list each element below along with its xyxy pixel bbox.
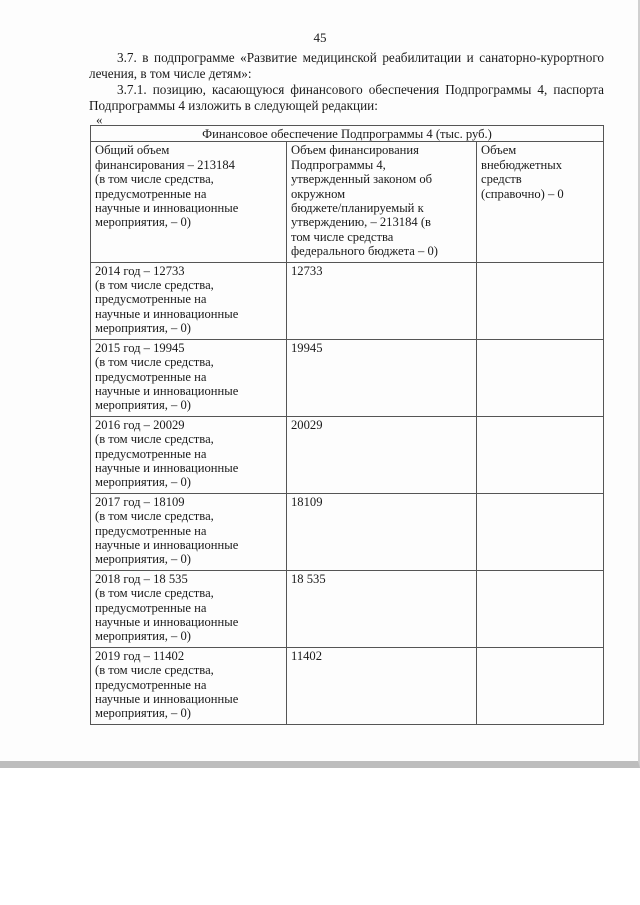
year-cell [91, 570, 287, 647]
note-line: предусмотренные на [95, 446, 207, 461]
header-extrabudget-volume [477, 142, 604, 262]
table-caption: Финансовое обеспечение Подпрограммы 4 (тыс. руб.) [91, 126, 604, 142]
extrabudget-cell [477, 339, 604, 416]
table-row [91, 339, 604, 416]
header-line: предусмотренные на [95, 186, 207, 201]
table-row [91, 262, 604, 339]
extrabudget-cell [477, 416, 604, 493]
note-line: предусмотренные на [95, 292, 207, 307]
header-line: внебюджетных [481, 157, 562, 172]
note-line: научные и инновационные [95, 383, 239, 398]
header-line: утвержденный законом об [291, 172, 433, 187]
note-line: научные и инновационные [95, 615, 239, 629]
amount-cell: 12733 [287, 262, 477, 339]
extrabudget-cell [477, 647, 604, 724]
header-line: окружном [291, 186, 346, 201]
year-cell [91, 647, 287, 724]
note-line: научные и инновационные [95, 692, 239, 707]
header-line: финансирования – 213184 [95, 157, 235, 172]
year-line: 2015 год – 19945 [95, 340, 185, 355]
note-line: (в том числе средства, [95, 355, 214, 370]
financing-table [90, 125, 604, 725]
note-line: (в том числе средства, [95, 432, 214, 447]
year-cell [91, 339, 287, 416]
note-line: мероприятия, – 0) [95, 552, 191, 567]
header-line: средств [481, 172, 522, 187]
extrabudget-cell [477, 493, 604, 570]
header-line: (справочно) – 0 [481, 186, 564, 201]
page-number: 45 [313, 30, 327, 45]
year-line: 2017 год – 18109 [95, 494, 185, 509]
note-line: (в том числе средства, [95, 663, 214, 678]
paragraph-3-7-1: 3.7.1. позицию, касающуюся финансового обеспечения Подпрограммы 4, паспорта Подпрограммы 4 изложить в следующей редакции: [89, 82, 604, 113]
note-line: предусмотренные на [95, 523, 207, 538]
year-line: 2014 год – 12733 [95, 263, 185, 278]
header-line: Общий объем [95, 143, 170, 158]
note-line: мероприятия, – 0) [95, 475, 191, 490]
note-line: мероприятия, – 0) [95, 706, 191, 721]
table-caption-row [91, 126, 604, 142]
year-cell [91, 262, 287, 339]
amount-cell: 20029 [287, 416, 477, 493]
amount-cell: 18 535 [287, 570, 477, 647]
amount-cell: 11402 [287, 647, 477, 724]
header-budget-volume [287, 142, 477, 262]
note-line: (в том числе средства, [95, 278, 214, 293]
note-line: научные и инновационные [95, 460, 239, 475]
note-line: (в том числе средства, [95, 509, 214, 524]
header-line: федерального бюджета – 0) [291, 244, 438, 259]
year-cell [91, 416, 287, 493]
table-row [91, 416, 604, 493]
table-row [91, 570, 604, 647]
note-line: научные и инновационные [95, 306, 239, 321]
opening-quote: « [96, 112, 103, 127]
paragraph-3-7: 3.7. в подпрограмме «Развитие медицинской реабилитации и санаторно-курортного лечения, в том числе детям»: [89, 50, 604, 81]
extrabudget-cell [477, 570, 604, 647]
note-line: научные и инновационные [95, 537, 239, 552]
note-line: предусмотренные на [95, 369, 207, 384]
table-row [91, 493, 604, 570]
header-line: утверждению, – 213184 (в [291, 215, 431, 230]
header-line: Подпрограммы 4, [291, 157, 386, 172]
note-line: предусмотренные на [95, 600, 207, 615]
header-line: Объем финансирования [291, 143, 419, 158]
header-line: том числе средства [291, 229, 394, 244]
year-cell [91, 493, 287, 570]
amount-cell: 18109 [287, 493, 477, 570]
header-total-volume [91, 142, 287, 262]
header-line: мероприятия, – 0) [95, 215, 191, 230]
header-line: (в том числе средства, [95, 172, 214, 187]
note-line: (в том числе средства, [95, 586, 214, 601]
note-line: мероприятия, – 0) [95, 629, 191, 644]
extrabudget-cell [477, 262, 604, 339]
amount-cell: 19945 [287, 339, 477, 416]
year-line: 2016 год – 20029 [95, 417, 185, 432]
header-line: бюджете/планируемый к [291, 201, 424, 216]
note-line: мероприятия, – 0) [95, 321, 191, 336]
table-header-row [91, 142, 604, 262]
note-line: предусмотренные на [95, 677, 207, 692]
year-line: 2018 год – 18 535 [95, 571, 188, 586]
header-line: научные и инновационные [95, 201, 239, 216]
year-line: 2019 год – 11402 [95, 648, 185, 663]
note-line: мероприятия, – 0) [95, 398, 191, 413]
table-row [91, 647, 604, 724]
header-line: Объем [481, 143, 517, 158]
